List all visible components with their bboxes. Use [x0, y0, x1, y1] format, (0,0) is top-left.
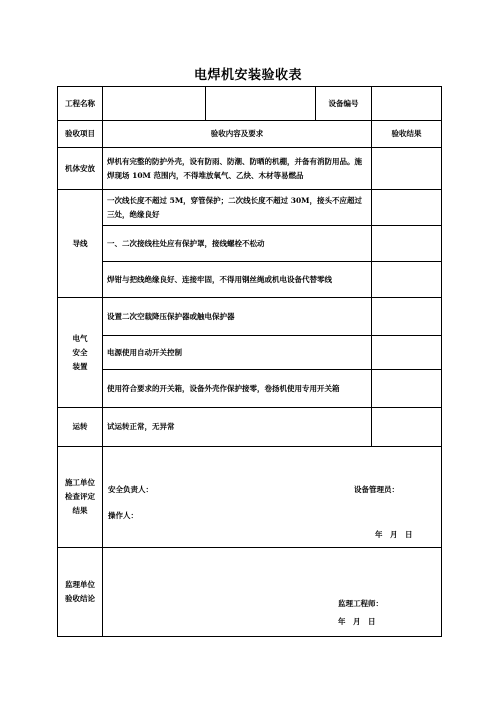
operation-content: 试运转正常，无异常 [103, 408, 372, 447]
construction-label [58, 447, 103, 548]
electrical-result-3[interactable] [372, 370, 442, 408]
electrical-result-2[interactable] [372, 336, 442, 370]
project-name-field[interactable] [103, 87, 206, 121]
column-header-row [58, 121, 442, 148]
header-row [58, 87, 442, 121]
supervision-sign-area [103, 548, 442, 637]
electrical-label-line-1: 电气 [72, 333, 88, 343]
wire-item-3: 焊钳与把线绝缘良好、连接牢固，不得用钢丝绳或机电设备代替零线 [103, 262, 372, 298]
equipment-no-label: 设备编号 [316, 87, 372, 121]
supervision-label-line-1: 监理单位 [65, 580, 95, 589]
body-install-label: 机体安放 [58, 148, 103, 190]
operation-result[interactable] [372, 408, 442, 447]
supervising-engineer-label: 监理工程师： [338, 599, 383, 608]
construction-label-line-2: 检查评定 [65, 492, 95, 501]
electrical-label-line-3: 装置 [72, 361, 88, 371]
row-operation [58, 408, 442, 447]
electrical-result-1[interactable] [372, 298, 442, 336]
project-name-label: 工程名称 [58, 87, 103, 121]
wire-item-1: 一次线长度不超过 5M，穿管保护；二次线长度不超过 30M，接头不应超过三处，绝缘良好 [103, 190, 372, 226]
row-body-install [58, 148, 442, 190]
page-title: 电焊机安装验收表 [193, 68, 302, 83]
electrical-item-1: 设置二次空载降压保护器或触电保护器 [103, 298, 372, 336]
equipment-manager-label: 设备管理员： [354, 485, 399, 494]
supervision-label [58, 548, 103, 637]
construction-date: 年 月 日 [375, 530, 413, 539]
body-install-result[interactable] [372, 148, 442, 190]
row-electrical-2 [58, 336, 442, 370]
row-construction-check [58, 447, 442, 548]
col-content-header: 验收内容及要求 [103, 121, 372, 148]
electrical-label-line-2: 安全 [72, 347, 88, 357]
row-electrical-3 [58, 370, 442, 408]
body-install-content: 焊机有完整的防护外壳，设有防雨、防潮、防晒的机棚，并备有消防用品。施焊现场 10M 范围内，不得堆放氧气、乙炔、木材等易燃品 [103, 148, 372, 190]
wire-result-3[interactable] [372, 262, 442, 298]
row-wire-1 [58, 190, 442, 226]
supervision-date: 年 月 日 [338, 617, 376, 626]
acceptance-form-table [57, 86, 442, 637]
construction-label-line-3: 结果 [72, 506, 88, 515]
electrical-label [58, 298, 103, 408]
row-wire-2 [58, 226, 442, 262]
equipment-no-field[interactable] [372, 87, 442, 121]
col-item-header: 验收项目 [58, 121, 103, 148]
row-supervision-check [58, 548, 442, 637]
construction-label-line-1: 施工单位 [65, 478, 95, 487]
row-wire-3 [58, 262, 442, 298]
wire-result-2[interactable] [372, 226, 442, 262]
operator-label: 操作人： [108, 511, 138, 520]
safety-officer-label: 安全负责人： [108, 485, 153, 494]
operation-label: 运转 [58, 408, 103, 447]
electrical-item-2: 电源使用自动开关控制 [103, 336, 372, 370]
col-result-header: 验收结果 [372, 121, 442, 148]
wire-result-1[interactable] [372, 190, 442, 226]
wire-label: 导线 [58, 190, 103, 298]
supervision-label-line-2: 验收结论 [65, 594, 95, 603]
wire-item-2: 一、二次接线柱处应有保护罩，接线螺栓不松动 [103, 226, 372, 262]
row-electrical-1 [58, 298, 442, 336]
electrical-item-3: 使用符合要求的开关箱，设备外壳作保护接零，卷扬机使用专用开关箱 [103, 370, 372, 408]
construction-sign-area [103, 447, 442, 548]
